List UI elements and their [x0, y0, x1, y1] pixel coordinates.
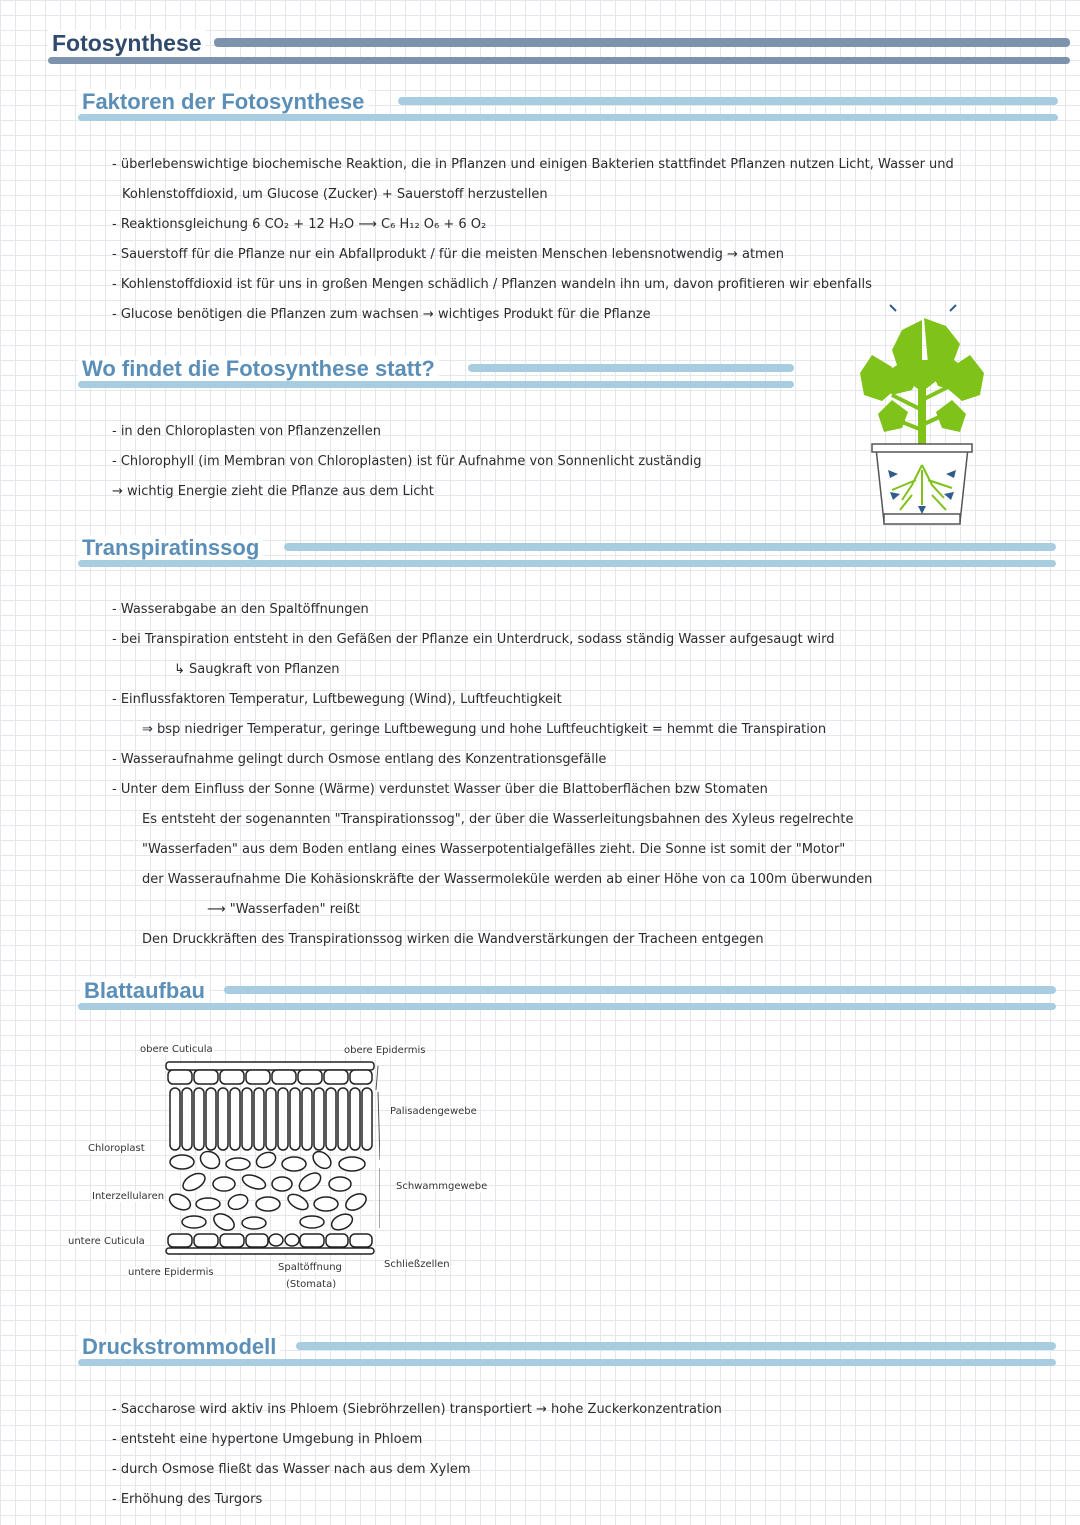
- faktoren-underline: [78, 114, 1058, 121]
- palisade-cell: [338, 1088, 348, 1150]
- wo-underline: [78, 381, 794, 388]
- spongy-cell: [310, 1148, 334, 1172]
- note-line: - Erhöhung des Turgors: [112, 1492, 263, 1507]
- label-palisadengewebe: Palisadengewebe: [390, 1106, 477, 1117]
- blattaufbau-underline: [78, 1003, 1056, 1010]
- pot-base: [884, 514, 960, 524]
- title-bar: [214, 38, 1070, 47]
- spongy-cell: [180, 1170, 208, 1194]
- note-line: - durch Osmose fließt das Wasser nach aus dem Xylem: [112, 1462, 471, 1477]
- spongy-cell: [241, 1172, 268, 1191]
- palisade-cell: [218, 1088, 228, 1150]
- wo-heading-bar: [468, 364, 794, 372]
- transpiration-notes: [112, 595, 872, 955]
- spongy-cell: [339, 1157, 365, 1171]
- spongy-cell: [296, 1169, 324, 1194]
- palisade-cell: [206, 1088, 216, 1150]
- guard-cell: [269, 1234, 283, 1246]
- cuticula-layer: [166, 1248, 374, 1254]
- note-line: Es entsteht der sogenannten "Transpirationssog", der über die Wasserleitungsbahnen des Xyleus regelrechte: [142, 812, 854, 827]
- palisade-cell: [170, 1088, 180, 1150]
- spongy-cell: [343, 1190, 369, 1213]
- pointer-lines: [376, 1066, 380, 1228]
- spongy-cell: [242, 1217, 266, 1229]
- label-schwammgewebe: Schwammgewebe: [396, 1181, 488, 1192]
- epidermis-cell: [168, 1070, 192, 1084]
- spongy-cell: [329, 1177, 351, 1191]
- plant-leaf: [860, 355, 896, 401]
- palisade-cell: [254, 1088, 264, 1150]
- note-line: ⇒ bsp niedriger Temperatur, geringe Luftbewegung und hohe Luftfeuchtigkeit = hemmt die Transpiration: [142, 722, 827, 737]
- palisade-cell: [302, 1088, 312, 1150]
- leaf-cross-section-diagram: [160, 1060, 380, 1275]
- note-line: - Kohlenstoffdioxid ist für uns in großen Mengen schädlich / Pflanzen wandeln ihn um, davon profitieren wir ebenfalls: [112, 277, 872, 292]
- spongy-cell: [256, 1197, 280, 1211]
- wo-notes: [112, 417, 702, 507]
- druckstrom-heading-bar: [296, 1342, 1056, 1350]
- note-line: - Chlorophyll (im Membran von Chloroplasten) ist für Aufnahme von Sonnenlicht zuständig: [112, 454, 702, 469]
- palisade-cell: [350, 1088, 360, 1150]
- druckstrom-underline: [78, 1359, 1056, 1366]
- epidermis-cell: [246, 1070, 270, 1084]
- blattaufbau-heading-bar: [224, 986, 1056, 994]
- note-line: ↳ Saugkraft von Pflanzen: [174, 662, 340, 677]
- palisade-cell: [362, 1088, 372, 1150]
- spongy-cell: [226, 1192, 250, 1212]
- druckstrom-notes: [112, 1395, 722, 1515]
- epidermis-cell: [220, 1070, 244, 1084]
- plant-leaf: [878, 400, 908, 432]
- epidermis-cell: [220, 1234, 244, 1247]
- label-chloroplast: Chloroplast: [88, 1143, 145, 1154]
- lower-epidermis: [168, 1234, 372, 1247]
- transpiration-underline: [78, 560, 1056, 567]
- palisade-cell: [314, 1088, 324, 1150]
- section-heading-druckstrom: Druckstrommodell: [78, 1334, 280, 1360]
- note-line: der Wasseraufnahme Die Kohäsionskräfte der Wassermoleküle werden ab einer Höhe von ca 100m überwunden: [142, 872, 873, 887]
- palisade-cell: [194, 1088, 204, 1150]
- pot-rim: [872, 444, 972, 452]
- spongy-cell: [196, 1198, 220, 1210]
- note-line: - Sauerstoff für die Pflanze nur ein Abfallprodukt / für die meisten Menschen lebensnotwendig → atmen: [112, 247, 784, 262]
- label-interzellularen: Interzellularen: [92, 1191, 165, 1202]
- note-line: - überlebenswichtige biochemische Reaktion, die in Pflanzen und einigen Bakterien stattfindet Pflanzen nutzen Licht, Wasser und: [112, 157, 954, 172]
- epidermis-cell: [350, 1070, 372, 1084]
- section-heading-blattaufbau: Blattaufbau: [80, 978, 209, 1004]
- epidermis-cell: [272, 1070, 296, 1084]
- label-spaltoffnung: Spaltöffnung: [278, 1262, 342, 1273]
- note-line: - Reaktionsgleichung 6 CO₂ + 12 H₂O ⟶ C₆ H₁₂ O₆ + 6 O₂: [112, 217, 487, 232]
- epidermis-cell: [194, 1070, 218, 1084]
- palisade-layer: [170, 1088, 372, 1150]
- note-line: - Unter dem Einfluss der Sonne (Wärme) verdunstet Wasser über die Blattoberflächen bzw Stomaten: [112, 782, 768, 797]
- note-line: - Wasseraufnahme gelingt durch Osmose entlang des Konzentrationsgefälle: [112, 752, 607, 767]
- note-line: - Wasserabgabe an den Spaltöffnungen: [112, 602, 369, 617]
- epidermis-cell: [326, 1234, 348, 1247]
- spongy-cell: [182, 1216, 206, 1228]
- page-title: Fotosynthese: [48, 30, 206, 57]
- light-arrow-icon: [890, 305, 956, 311]
- epidermis-cell: [300, 1234, 324, 1247]
- title-underline: [48, 57, 1070, 64]
- section-heading-wo: Wo findet die Fotosynthese statt?: [78, 356, 439, 382]
- label-stomata: (Stomata): [286, 1279, 337, 1290]
- note-line: - entsteht eine hypertone Umgebung in Phloem: [112, 1432, 423, 1447]
- faktoren-notes: [112, 150, 954, 330]
- note-line: - Einflussfaktoren Temperatur, Luftbewegung (Wind), Luftfeuchtigkeit: [112, 692, 562, 707]
- palisade-cell: [230, 1088, 240, 1150]
- guard-cell: [285, 1234, 299, 1246]
- spongy-cell: [282, 1157, 306, 1171]
- spongy-cell: [329, 1211, 355, 1233]
- epidermis-cell: [324, 1070, 348, 1084]
- label-schliesszellen: Schließzellen: [384, 1259, 450, 1270]
- spongy-layer: [167, 1148, 369, 1233]
- note-line: - Saccharose wird aktiv ins Phloem (Siebröhrzellen) transportiert → hohe Zuckerkonzentration: [112, 1402, 722, 1417]
- note-line: - in den Chloroplasten von Pflanzenzellen: [112, 424, 381, 439]
- label-obere-cuticula: obere Cuticula: [140, 1044, 213, 1055]
- section-heading-faktoren: Faktoren der Fotosynthese: [78, 89, 368, 115]
- spongy-cell: [211, 1210, 237, 1233]
- cuticula-layer: [166, 1062, 374, 1070]
- section-heading-transpiration: Transpiratinssog: [78, 535, 263, 561]
- upper-epidermis: [168, 1070, 372, 1084]
- epidermis-cell: [246, 1234, 268, 1247]
- plant-illustration: [852, 300, 992, 540]
- transpiration-heading-bar: [284, 543, 1056, 551]
- spongy-cell: [285, 1191, 310, 1212]
- faktoren-heading-bar: [398, 97, 1058, 105]
- palisade-cell: [242, 1088, 252, 1150]
- note-line: - Glucose benötigen die Pflanzen zum wachsen → wichtiges Produkt für die Pflanze: [112, 307, 651, 322]
- spongy-cell: [314, 1197, 338, 1211]
- epidermis-cell: [298, 1070, 322, 1084]
- label-obere-epidermis: obere Epidermis: [344, 1045, 426, 1056]
- spongy-cell: [167, 1191, 193, 1213]
- note-line: → wichtig Energie zieht die Pflanze aus dem Licht: [112, 484, 434, 499]
- spongy-cell: [213, 1177, 235, 1191]
- note-line: - bei Transpiration entsteht in den Gefäßen der Pflanze ein Unterdruck, sodass ständig Wasser aufgesaugt wird: [112, 632, 835, 647]
- palisade-cell: [266, 1088, 276, 1150]
- note-line: Kohlenstoffdioxid, um Glucose (Zucker) + Sauerstoff herzustellen: [122, 187, 548, 202]
- palisade-cell: [326, 1088, 336, 1150]
- note-line: "Wasserfaden" aus dem Boden entlang eines Wasserpotentialgefälles zieht. Die Sonne ist somit der "Motor": [142, 842, 846, 857]
- spongy-cell: [170, 1155, 194, 1169]
- epidermis-cell: [194, 1234, 218, 1247]
- palisade-cell: [278, 1088, 288, 1150]
- spongy-cell: [197, 1148, 222, 1172]
- epidermis-cell: [350, 1234, 372, 1247]
- epidermis-cell: [168, 1234, 192, 1247]
- spongy-cell: [300, 1216, 324, 1228]
- spongy-cell: [254, 1149, 278, 1170]
- spongy-cell: [272, 1177, 292, 1191]
- label-untere-epidermis: untere Epidermis: [128, 1267, 214, 1278]
- note-line: Den Druckkräften des Transpirationssog wirken die Wandverstärkungen der Tracheen entgegen: [142, 932, 764, 947]
- label-untere-cuticula: untere Cuticula: [68, 1236, 145, 1247]
- palisade-cell: [182, 1088, 192, 1150]
- spongy-cell: [226, 1158, 250, 1170]
- note-line: ⟶ "Wasserfaden" reißt: [207, 902, 360, 917]
- palisade-cell: [290, 1088, 300, 1150]
